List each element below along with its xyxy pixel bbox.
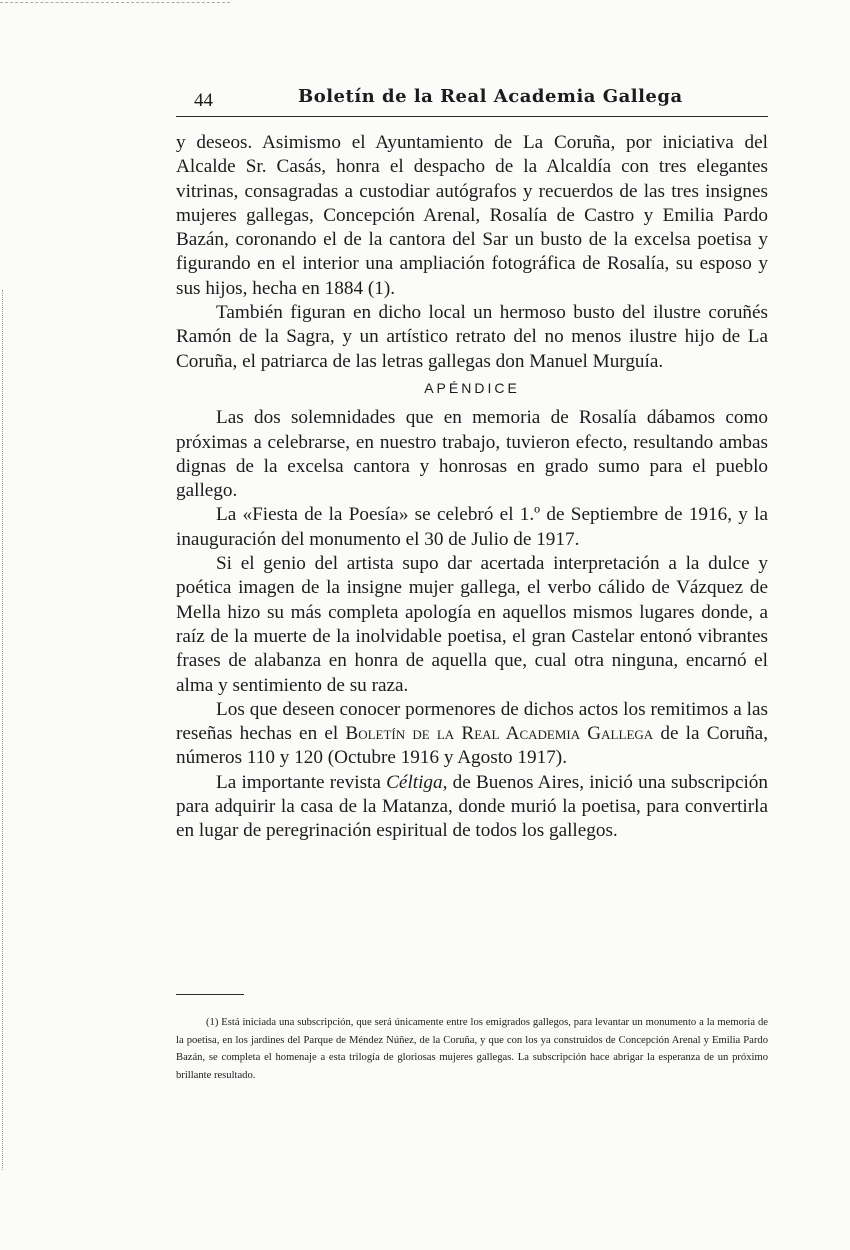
paragraph-3: Las dos solemnidades que en memoria de Rosalía dábamos como próximas a celebrarse, en nuestro trabajo, tuvieron efecto, resultando ambas dignas de la excelsa cantora y honrosas en grado sumo para el pueblo gallego.: [176, 407, 768, 502]
paragraph-2: También figuran en dicho local un hermoso busto del ilustre coruñés Ramón de la Sagra, y un artístico retrato del no menos ilustre hijo de La Coruña, el patriarca de las letras gallegas don Manuel Murguía.: [176, 302, 768, 372]
paragraph-6-start: Los que deseen conocer pormenores de dichos actos los remitimos a las reseñas hechas en el: [176, 698, 768, 745]
paragraph-6: [176, 698, 768, 771]
paragraph-4: La «Fiesta de la Poesía» se celebró el 1.º de Septiembre de 1916, y la inauguración del monumento el 30 de Julio de 1917.: [176, 504, 768, 550]
page-header: [176, 86, 768, 117]
paragraph-7-end: de Buenos Aires, inició una subscripción para adquirir la casa de la Matanza, donde murió la poetisa, para convertirla en lugar de peregrinación espiritual de todos los gallegos.: [176, 771, 768, 842]
running-title: Boletín de la Real Academia Gallega: [298, 86, 683, 107]
body-text: [176, 131, 768, 844]
page-number: 44: [194, 90, 213, 111]
journal-name: Boletín de la Real Academia Gallega: [345, 723, 654, 745]
appendix-heading: APÉNDICE: [424, 379, 520, 396]
paragraph-7-start: La importante revista: [216, 771, 387, 793]
footnote-rule: [176, 994, 244, 995]
paragraph-7: [176, 771, 768, 844]
paragraph-1: y deseos. Asimismo el Ayuntamiento de La Coruña, por iniciativa del Alcalde Sr. Casás, honra el despacho de la Alcaldía con tres elegantes vitrinas, consagradas a custodiar autógrafos y recuerdos de las tres insignes mujeres gallegas, Concepción Arenal, Rosalía de Castro y Emilia Pardo Bazán, coronando el de la cantora del Sar un busto de la excelsa poetisa y figurando en el interior una ampliación fotográfica de Rosalía, su esposo y sus hijos, hecha en 1884 (1).: [176, 132, 768, 299]
top-edge-rule: [0, 2, 230, 3]
paragraph-5: Si el genio del artista supo dar acertada interpretación a la dulce y poética imagen de la insigne mujer gallega, el verbo cálido de Vázquez de Mella hizo su más completa apología en aquellos mismos lugares donde, a raíz de la muerte de la inolvidable poetisa, el gran Castelar entonó vibrantes frases de alabanza en honra de aquella que, cual otra ninguna, encarnó el alma y sentimiento de su raza.: [176, 553, 768, 696]
binding-edge-marks: [2, 290, 9, 1170]
footnote: [176, 1014, 768, 1084]
paragraph-6-end: de la Coruña, números 110 y 120 (Octubre 1916 y Agosto 1917).: [176, 723, 768, 769]
footnote-text: (1) Está iniciada una subscripción, que será únicamente entre los emigrados gallegos, para levantar un monumento a la memoria de la poetisa, en los jardines del Parque de Méndez Núñez, de la Coruña, y que con los ya construidos de Concepción Arenal y Emilia Pardo Bazán, se completa el homenaje a esta trilogía de gloriosas mujeres gallegas. La subscripción hace abrigar la esperanza de un próximo brillante resultado.: [176, 1017, 768, 1081]
magazine-name: Céltiga,: [386, 771, 448, 793]
